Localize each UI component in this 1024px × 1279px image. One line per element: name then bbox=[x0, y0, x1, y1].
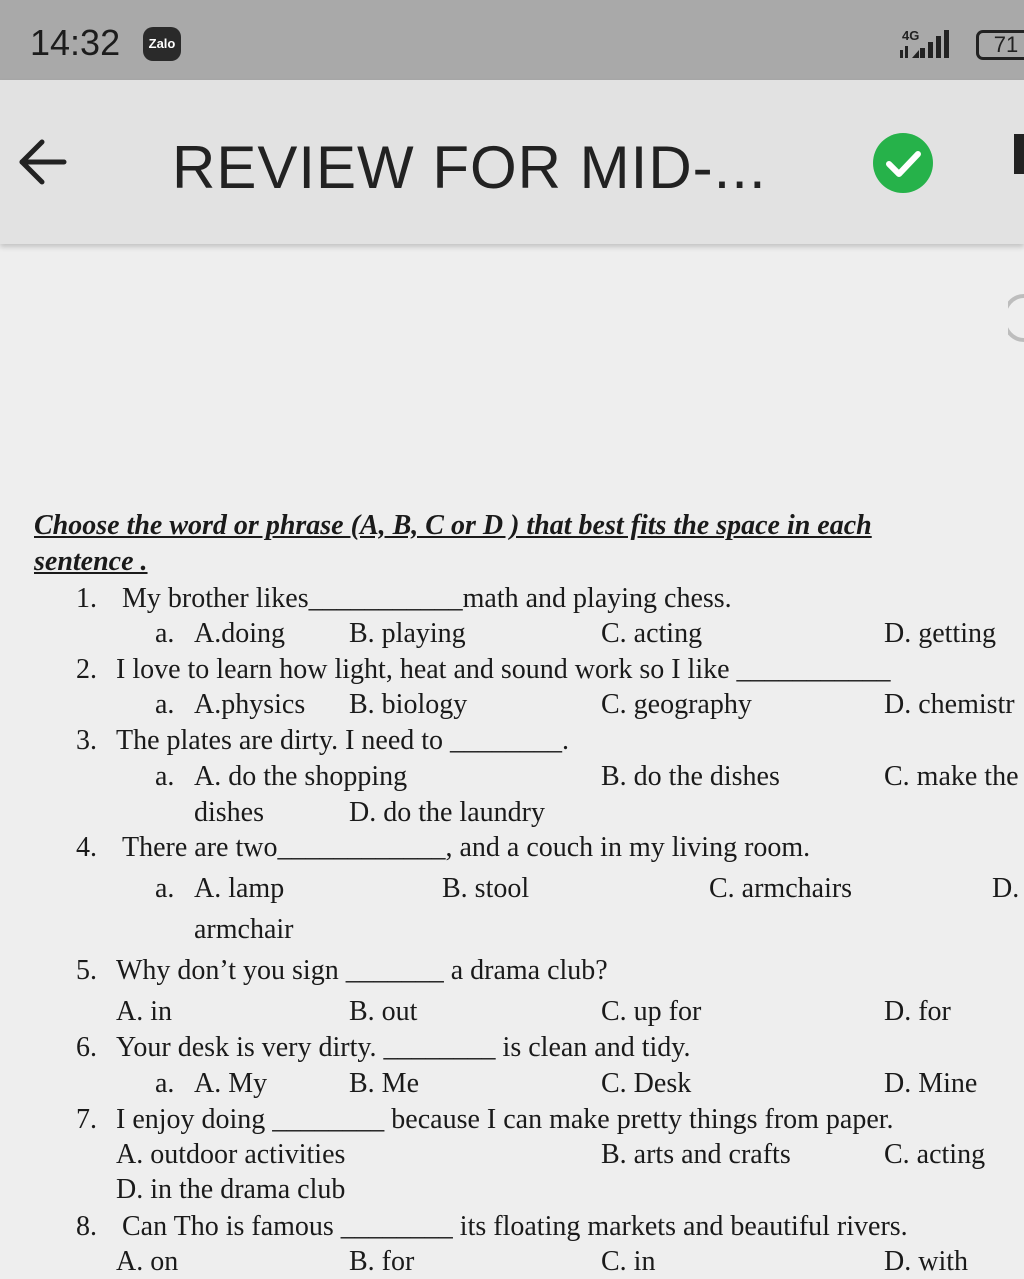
option-marker: a. bbox=[155, 873, 175, 904]
question-number: 4. bbox=[76, 832, 97, 863]
question-number: 2. bbox=[76, 654, 97, 685]
option-d-continued: armchair bbox=[194, 914, 294, 945]
instruction-line-1: Choose the word or phrase (A, B, C or D ) that best fits the space in each bbox=[34, 510, 872, 541]
option-b: B. for bbox=[349, 1246, 415, 1277]
option-d: D. getting bbox=[884, 618, 996, 649]
rotate-icon[interactable] bbox=[1008, 292, 1024, 344]
battery-icon bbox=[976, 30, 1024, 60]
status-bar bbox=[0, 0, 1024, 80]
back-arrow-icon[interactable] bbox=[16, 136, 68, 188]
option-d: D. in the drama club bbox=[116, 1174, 346, 1205]
option-c: C. acting bbox=[601, 618, 703, 649]
zalo-icon: Zalo bbox=[143, 27, 181, 61]
option-marker: a. bbox=[155, 618, 175, 649]
option-a: A. on bbox=[116, 1246, 179, 1277]
option-marker: a. bbox=[155, 761, 175, 792]
question-number: 6. bbox=[76, 1032, 97, 1063]
option-b: B. playing bbox=[349, 618, 466, 649]
status-time: 14:32 bbox=[30, 22, 121, 63]
network-type: 4G bbox=[902, 28, 920, 43]
question-text: I enjoy doing ________ because I can make pretty things from paper. bbox=[116, 1104, 894, 1135]
question-number: 3. bbox=[76, 725, 97, 756]
question-number: 8. bbox=[76, 1211, 97, 1242]
question-text: Why don’t you sign _______ a drama club? bbox=[116, 955, 608, 986]
page-title: REVIEW FOR MID-... bbox=[172, 134, 767, 201]
option-b: B. Me bbox=[349, 1068, 419, 1099]
option-b: B. do the dishes bbox=[601, 761, 780, 792]
option-b: B. arts and crafts bbox=[601, 1139, 791, 1170]
option-a: A.physics bbox=[194, 689, 306, 720]
option-d: D. bbox=[992, 873, 1020, 904]
signal-icon bbox=[898, 22, 958, 62]
option-d: D. chemistr bbox=[884, 689, 1015, 720]
option-c: C. make the bbox=[884, 761, 1019, 792]
check-icon[interactable] bbox=[873, 133, 933, 193]
option-marker: a. bbox=[155, 1068, 175, 1099]
option-d: D. with bbox=[884, 1246, 968, 1277]
option-d: D. for bbox=[884, 996, 951, 1027]
question-text: I love to learn how light, heat and sound work so I like ___________ bbox=[116, 654, 891, 685]
option-c: C. acting bbox=[884, 1139, 986, 1170]
option-b: B. out bbox=[349, 996, 418, 1027]
instruction-line-2: sentence . bbox=[34, 546, 148, 577]
question-text: There are two____________, and a couch in my living room. bbox=[122, 832, 811, 863]
option-c: C. Desk bbox=[601, 1068, 692, 1099]
question-number: 5. bbox=[76, 955, 97, 986]
option-a: A. lamp bbox=[194, 873, 285, 904]
option-a: A.doing bbox=[194, 618, 285, 649]
option-a: A. in bbox=[116, 996, 172, 1027]
question-text: The plates are dirty. I need to ________. bbox=[116, 725, 570, 756]
question-text: My brother likes___________math and playing chess. bbox=[122, 583, 732, 614]
option-marker: a. bbox=[155, 689, 175, 720]
option-c: C. up for bbox=[601, 996, 702, 1027]
option-b: B. biology bbox=[349, 689, 468, 720]
option-c: C. armchairs bbox=[709, 873, 853, 904]
option-b: B. stool bbox=[442, 873, 530, 904]
question-number: 7. bbox=[76, 1104, 97, 1135]
battery-level: 71 bbox=[993, 32, 1019, 57]
option-c: C. in bbox=[601, 1246, 656, 1277]
question-text: Your desk is very dirty. ________ is clean and tidy. bbox=[116, 1032, 691, 1063]
option-c: C. geography bbox=[601, 689, 752, 720]
menu-edge-icon[interactable] bbox=[1014, 134, 1024, 174]
question-number: 1. bbox=[76, 583, 97, 614]
question-text: Can Tho is famous ________ its floating markets and beautiful rivers. bbox=[122, 1211, 908, 1242]
option-c-continued: dishes bbox=[194, 797, 264, 828]
option-d: D. do the laundry bbox=[349, 797, 545, 828]
option-a: A. My bbox=[194, 1068, 268, 1099]
option-d: D. Mine bbox=[884, 1068, 978, 1099]
option-a: A. outdoor activities bbox=[116, 1139, 346, 1170]
option-a: A. do the shopping bbox=[194, 761, 408, 792]
